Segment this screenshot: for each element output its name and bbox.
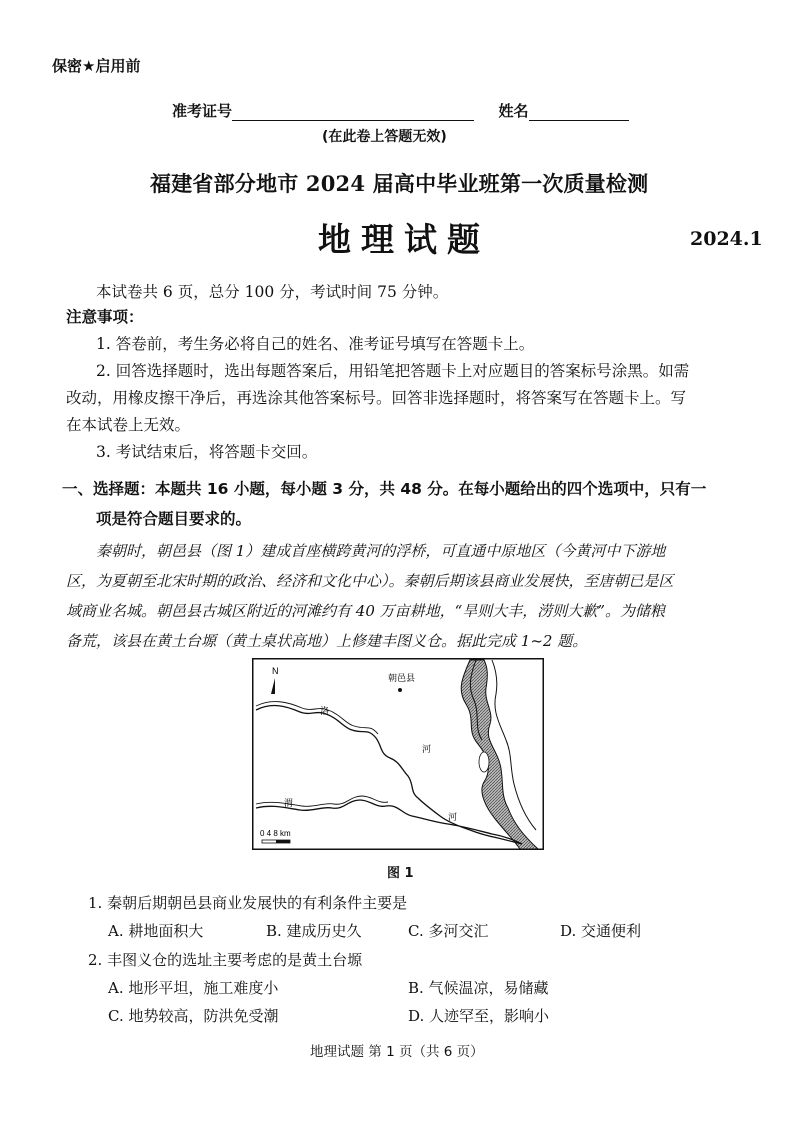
question-1-option-b: B. 建成历史久 [266,922,362,940]
figure-caption: 图 1 [387,866,414,881]
river-island [479,752,489,772]
question-2-option-d: D. 人迹罕至，影响小 [408,1007,550,1025]
intro-text: 本试卷共 6 页，总分 100 分，考试时间 75 分钟。 [96,283,449,301]
notice-heading: 注意事项： [66,308,144,326]
luo-label-2: 河 [422,745,432,755]
scale-label: 0 4 8 km [260,829,291,838]
name-label: 姓名 [498,102,529,120]
question-1-stem: 1. 秦朝后期朝邑县商业发展快的有利条件主要是 [88,894,408,912]
page-footer: 地理试题 第 1 页（共 6 页） [310,1044,484,1060]
name-blank [529,104,629,121]
scale-bar-fill [276,840,290,843]
wei-label-1: 渭 [284,799,294,809]
notice-item-3: 3. 考试结束后，将答题卡交回。 [96,443,318,461]
candidate-info-row [172,100,629,121]
notice-item-2-line-1: 2. 回答选择题时，选出每题答案后，用铅笔把答题卡上对应题目的答案标号涂黑。如需 [96,362,690,380]
section-1-heading: 一、选择题：本题共 16 小题，每小题 3 分，共 48 分。在每小题给出的四个选项中，只有一 [62,480,707,498]
invalid-note: (在此卷上答题无效) [322,129,447,145]
exam-date: 2024.1 [690,228,763,250]
question-2-option-c: C. 地势较高，防洪免受潮 [108,1007,279,1025]
exam-name: 福建省部分地市 2024 届高中毕业班第一次质量检测 [150,171,649,196]
question-2-option-b: B. 气候温凉，易储藏 [408,979,549,997]
question-2-stem: 2. 丰图义仓的选址主要考虑的是黄土台塬 [88,951,363,969]
passage-line-3: 域商业名城。朝邑县古城区附近的河滩约有 40 万亩耕地，“旱则大丰，涝则大歉”。为储粮 [66,602,665,620]
exam-id-label: 准考证号 [172,102,233,120]
notice-item-2-line-2: 改动，用橡皮擦干净后，再选涂其他答案标号。回答非选择题时，将答案写在答题卡上。写 [66,389,687,407]
luo-label-1: 洛 [320,707,330,717]
figure-1-map [252,658,544,850]
county-seat-marker [398,688,402,692]
question-1-option-c: C. 多河交汇 [408,922,489,940]
confidential-label: 保密★启用前 [52,57,141,75]
wei-label-2: 河 [448,813,458,823]
passage-line-4: 备荒，该县在黄土台塬（黄土桌状高地）上修建丰图义仓。据此完成 1~2 题。 [66,632,588,650]
question-1-option-d: D. 交通便利 [560,922,642,940]
question-1-option-a: A. 耕地面积大 [108,922,204,940]
question-2-option-a: A. 地形平坦，施工难度小 [108,979,279,997]
notice-item-2-line-3: 在本试卷上无效。 [66,416,191,434]
section-1-heading-cont: 项是符合题目要求的。 [96,510,252,528]
exam-id-blank [232,104,474,121]
subject-title: 地理试题 [318,220,490,259]
county-label: 朝邑县 [388,673,416,683]
passage-line-1: 秦朝时，朝邑县（图 1）建成首座横跨黄河的浮桥，可直通中原地区（今黄河中下游地 [96,542,666,560]
north-label: N [272,666,279,676]
notice-item-1: 1. 答卷前，考生务必将自己的姓名、准考证号填写在答题卡上。 [96,335,535,353]
passage-line-2: 区，为夏朝至北宋时期的政治、经济和文化中心）。秦朝后期该县商业发展快，至唐朝已是区 [66,572,674,590]
